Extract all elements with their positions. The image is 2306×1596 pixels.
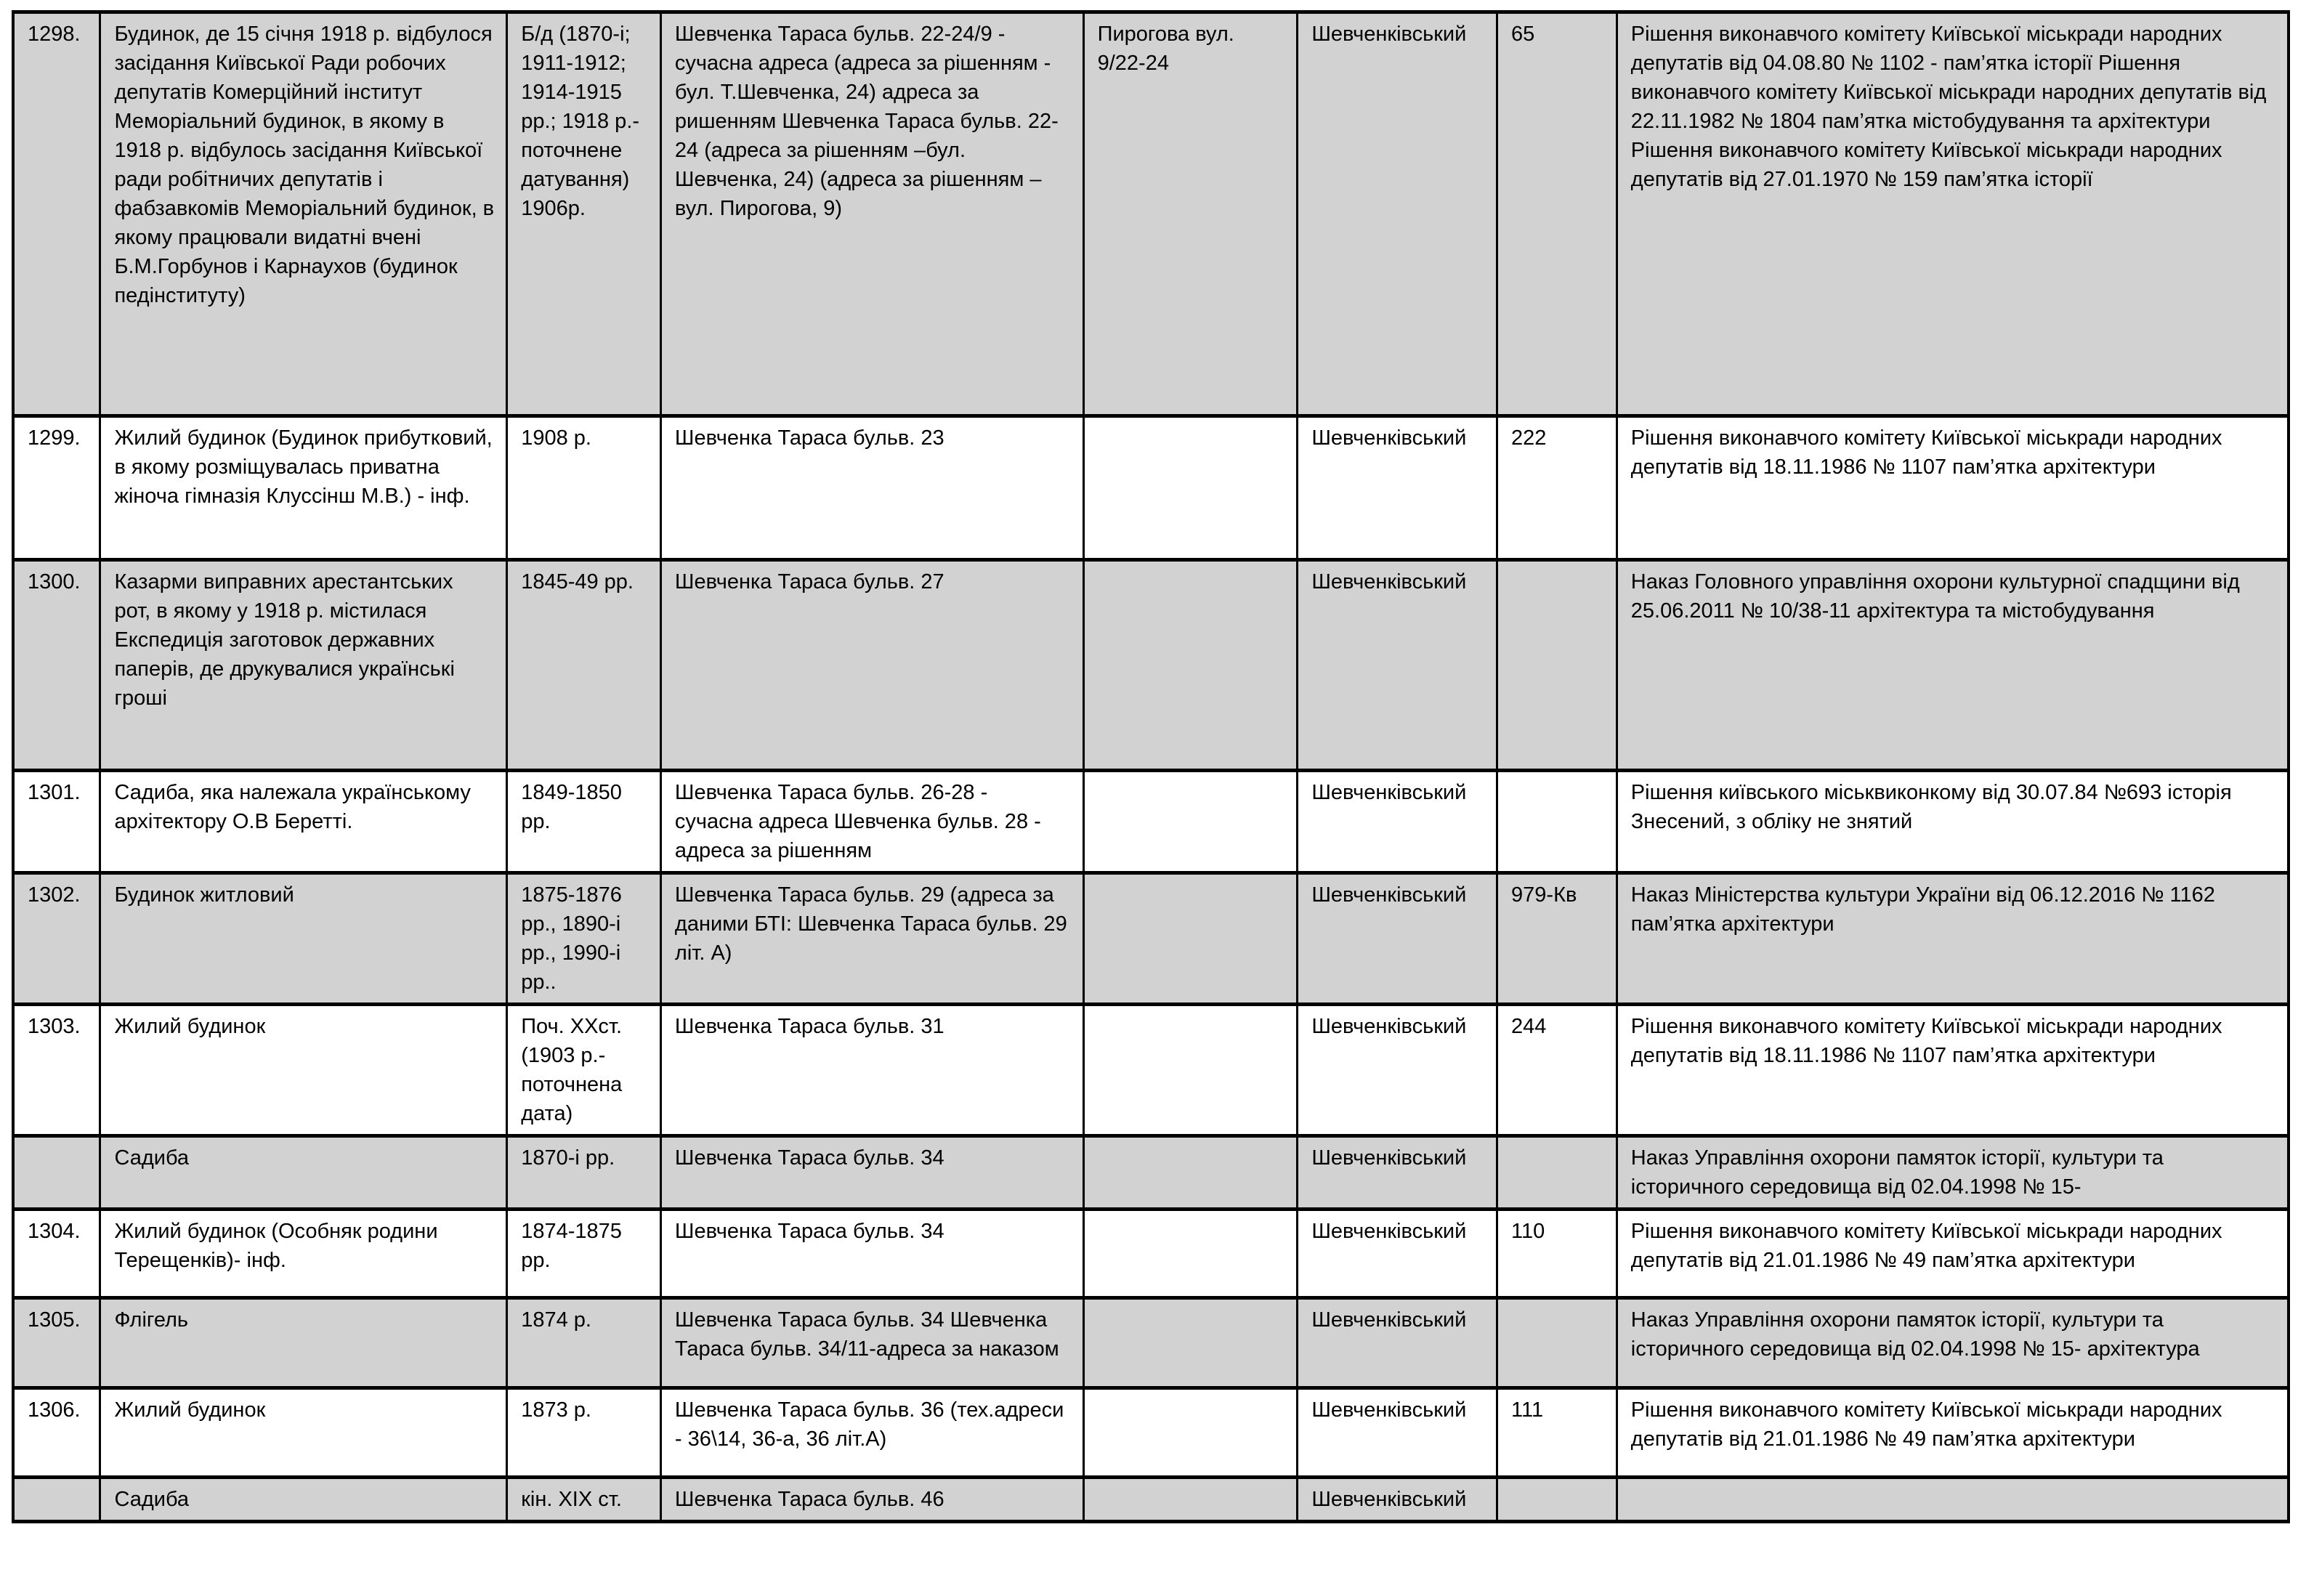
monuments-registry-table (12, 10, 2290, 1523)
protection-decision-cell: Наказ Управління охорони памяток історії, культури та історичного середовища від 02.04.1998 № 15- (1617, 1136, 2289, 1210)
dating-cell: 1874-1875 рр. (507, 1210, 661, 1298)
table-row (13, 1298, 2289, 1388)
protection-decision-cell: Рішення виконавчого комітету Київської міськради народних депутатів від 21.01.1986 № 49 пам’ятка архітектури (1617, 1210, 2289, 1298)
district-cell: Шевченківський (1298, 873, 1497, 1005)
protection-decision-cell: Наказ Міністерства культури України від 06.12.2016 № 1162 пам’ятка архітектури (1617, 873, 2289, 1005)
monument-description-cell: Жилий будинок (Особняк родини Терещенків)- інф. (100, 1210, 507, 1298)
protection-number-cell: 222 (1497, 416, 1617, 560)
entry-number-cell: 1301. (13, 771, 100, 873)
dating-cell: Поч. ХХст. (1903 р.- поточнена дата) (507, 1005, 661, 1136)
district-cell: Шевченківський (1298, 416, 1497, 560)
protection-number-cell: 979-Кв (1497, 873, 1617, 1005)
entry-number-cell (13, 1478, 100, 1522)
monument-description-cell: Казарми виправних арестантських рот, в якому у 1918 р. містилася Експедиція заготовок державних паперів, де друкувалися українські гроші (100, 560, 507, 771)
table-row (13, 1005, 2289, 1136)
alternate-address-cell: Пирогова вул. 9/22-24 (1083, 12, 1298, 416)
alternate-address-cell (1083, 771, 1298, 873)
dating-cell: 1873 р. (507, 1388, 661, 1478)
entry-number-cell: 1305. (13, 1298, 100, 1388)
protection-number-cell (1497, 560, 1617, 771)
protection-number-cell (1497, 1136, 1617, 1210)
protection-decision-cell: Рішення виконавчого комітету Київської міськради народних депутатів від 18.11.1986 № 1107 пам’ятка архітектури (1617, 1005, 2289, 1136)
dating-cell: кін. ХІХ ст. (507, 1478, 661, 1522)
address-cell: Шевченка Тараса бульв. 22-24/9 - сучасна адреса (адреса за рішенням - бул. Т.Шевченка, 24) адреса за ришенням Шевченка Тараса бульв. 22-24 (адреса за рішенням –бул. Шевченка, 24) (адреса за рішенням – вул. Пирогова, 9) (660, 12, 1083, 416)
alternate-address-cell (1083, 560, 1298, 771)
entry-number-cell (13, 1136, 100, 1210)
protection-decision-cell: Наказ Управління охорони памяток історії, культури та історичного середовища від 02.04.1998 № 15- архітектура (1617, 1298, 2289, 1388)
entry-number-cell: 1303. (13, 1005, 100, 1136)
table-row (13, 560, 2289, 771)
monument-description-cell: Садиба, яка належала українському архітектору О.В Беретті. (100, 771, 507, 873)
address-cell: Шевченка Тараса бульв. 29 (адреса за даними БТІ: Шевченка Тараса бульв. 29 літ. А) (660, 873, 1083, 1005)
district-cell: Шевченківський (1298, 1388, 1497, 1478)
dating-cell: 1870-і рр. (507, 1136, 661, 1210)
district-cell: Шевченківський (1298, 1210, 1497, 1298)
alternate-address-cell (1083, 1298, 1298, 1388)
monument-description-cell: Жилий будинок (100, 1388, 507, 1478)
address-cell: Шевченка Тараса бульв. 23 (660, 416, 1083, 560)
alternate-address-cell (1083, 416, 1298, 560)
monument-description-cell: Будинок житловий (100, 873, 507, 1005)
address-cell: Шевченка Тараса бульв. 34 (660, 1210, 1083, 1298)
dating-cell: 1849-1850 рр. (507, 771, 661, 873)
monument-description-cell: Жилий будинок (Будинок прибутковий, в якому розміщувалась приватна жіноча гімназія Клуссінш М.В.) - інф. (100, 416, 507, 560)
address-cell: Шевченка Тараса бульв. 27 (660, 560, 1083, 771)
protection-number-cell (1497, 1478, 1617, 1522)
entry-number-cell: 1298. (13, 12, 100, 416)
alternate-address-cell (1083, 873, 1298, 1005)
dating-cell: 1845-49 рр. (507, 560, 661, 771)
district-cell: Шевченківський (1298, 1136, 1497, 1210)
monument-description-cell: Будинок, де 15 січня 1918 р. відбулося засідання Київської Ради робочих депутатів Комерційний інститут Меморіальний будинок, в якому в 1918 р. відбулось засідання Київської ради робітничих депутатів і фабзавкомів Меморіальний будинок, в якому працювали видатні вчені Б.М.Горбунов і Карнаухов (будинок педінституту) (100, 12, 507, 416)
alternate-address-cell (1083, 1478, 1298, 1522)
table-row (13, 416, 2289, 560)
address-cell: Шевченка Тараса бульв. 34 Шевченка Тараса бульв. 34/11-адреса за наказом (660, 1298, 1083, 1388)
alternate-address-cell (1083, 1005, 1298, 1136)
protection-decision-cell: Наказ Головного управління охорони культурної спадщини від 25.06.2011 № 10/38-11 архітектура та містобудування (1617, 560, 2289, 771)
district-cell: Шевченківський (1298, 1005, 1497, 1136)
protection-number-cell (1497, 771, 1617, 873)
address-cell: Шевченка Тараса бульв. 31 (660, 1005, 1083, 1136)
monument-description-cell: Садиба (100, 1136, 507, 1210)
protection-number-cell: 65 (1497, 12, 1617, 416)
dating-cell: 1908 р. (507, 416, 661, 560)
dating-cell: 1875-1876 рр., 1890-і рр., 1990-і рр.. (507, 873, 661, 1005)
table-row (13, 12, 2289, 416)
district-cell: Шевченківський (1298, 1298, 1497, 1388)
table-row (13, 1388, 2289, 1478)
table-row (13, 771, 2289, 873)
monument-description-cell: Садиба (100, 1478, 507, 1522)
monument-description-cell: Жилий будинок (100, 1005, 507, 1136)
protection-decision-cell: Рішення виконавчого комітету Київської міськради народних депутатів від 04.08.80 № 1102 - пам’ятка історії Рішення виконавчого комітету Київської міськради народних депутатів від 22.11.1982 № 1804 пам’ятка містобудування та архітектури Рішення виконавчого комітету Київської міськради народних депутатів від 27.01.1970 № 159 пам’ятка історії (1617, 12, 2289, 416)
district-cell: Шевченківський (1298, 12, 1497, 416)
entry-number-cell: 1300. (13, 560, 100, 771)
protection-number-cell: 244 (1497, 1005, 1617, 1136)
protection-decision-cell (1617, 1478, 2289, 1522)
alternate-address-cell (1083, 1388, 1298, 1478)
address-cell: Шевченка Тараса бульв. 26-28 - сучасна адреса Шевченка бульв. 28 - адреса за рішенням (660, 771, 1083, 873)
protection-decision-cell: Рішення виконавчого комітету Київської міськради народних депутатів від 21.01.1986 № 49 пам’ятка архітектури (1617, 1388, 2289, 1478)
entry-number-cell: 1299. (13, 416, 100, 560)
alternate-address-cell (1083, 1136, 1298, 1210)
protection-decision-cell: Рішення київського міськвиконкому від 30.07.84 №693 історія Знесений, з обліку не знятий (1617, 771, 2289, 873)
table-row (13, 873, 2289, 1005)
dating-cell: 1874 р. (507, 1298, 661, 1388)
protection-number-cell (1497, 1298, 1617, 1388)
district-cell: Шевченківський (1298, 560, 1497, 771)
alternate-address-cell (1083, 1210, 1298, 1298)
address-cell: Шевченка Тараса бульв. 36 (тех.адреси - 36\14, 36-а, 36 літ.А) (660, 1388, 1083, 1478)
table-row (13, 1478, 2289, 1522)
table-body (13, 12, 2289, 1522)
table-row (13, 1210, 2289, 1298)
monument-description-cell: Флігель (100, 1298, 507, 1388)
table-row (13, 1136, 2289, 1210)
address-cell: Шевченка Тараса бульв. 34 (660, 1136, 1083, 1210)
entry-number-cell: 1304. (13, 1210, 100, 1298)
address-cell: Шевченка Тараса бульв. 46 (660, 1478, 1083, 1522)
protection-number-cell: 111 (1497, 1388, 1617, 1478)
entry-number-cell: 1302. (13, 873, 100, 1005)
entry-number-cell: 1306. (13, 1388, 100, 1478)
dating-cell: Б/д (1870-і; 1911-1912; 1914-1915 рр.; 1918 р.- поточнене датування) 1906р. (507, 12, 661, 416)
district-cell: Шевченківський (1298, 771, 1497, 873)
protection-decision-cell: Рішення виконавчого комітету Київської міськради народних депутатів від 18.11.1986 № 1107 пам’ятка архітектури (1617, 416, 2289, 560)
protection-number-cell: 110 (1497, 1210, 1617, 1298)
district-cell: Шевченківський (1298, 1478, 1497, 1522)
